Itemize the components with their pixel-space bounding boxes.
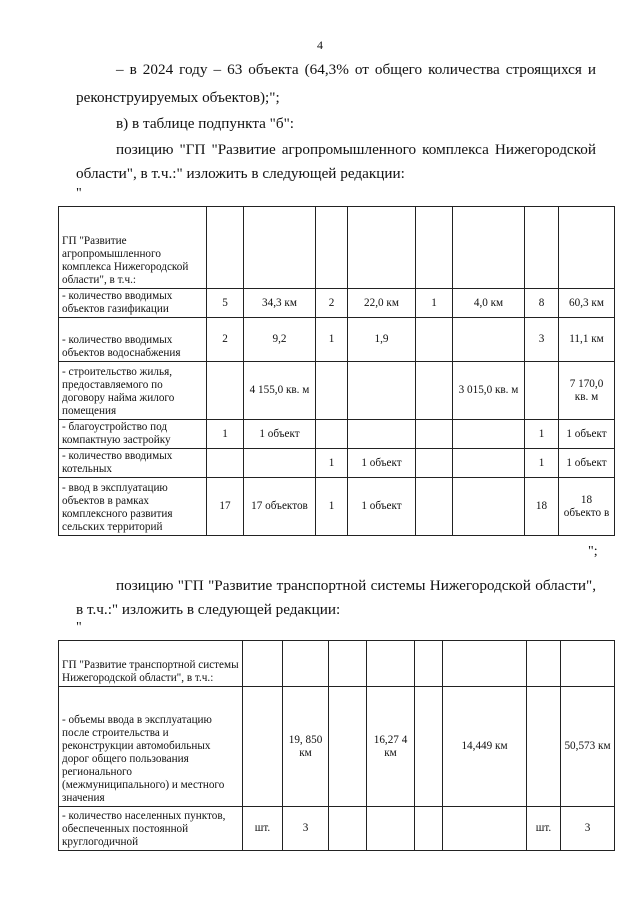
cell bbox=[416, 478, 453, 536]
section2-line-1: позицию "ГП "Развитие транспортной системы Нижегородской области", bbox=[116, 577, 596, 594]
page-number: 4 bbox=[317, 38, 323, 52]
cell: 60,3 км bbox=[559, 289, 615, 318]
section2-line-2: в т.ч.:" изложить в следующей редакции: bbox=[76, 601, 341, 618]
cell: 18 bbox=[525, 478, 559, 536]
cell bbox=[415, 807, 443, 851]
intro-line-4: позицию "ГП "Развитие агропромышленного комплекса Нижегородской bbox=[116, 141, 596, 158]
cell: 14,449 км bbox=[443, 687, 527, 807]
cell bbox=[416, 420, 453, 449]
table-row bbox=[59, 807, 615, 851]
cell: 1 объект bbox=[244, 420, 316, 449]
intro-line-1: – в 2024 году – 63 объекта (64,3% от общего количества строящихся и bbox=[116, 61, 596, 78]
table-row bbox=[59, 318, 615, 362]
row-label: - количество вводимых объектов газификации bbox=[59, 289, 207, 318]
cell: 1 объект bbox=[348, 449, 416, 478]
cell bbox=[316, 362, 348, 420]
cell: 3 015,0 кв. м bbox=[453, 362, 525, 420]
row-label: - ввод в эксплуатацию объектов в рамках комплексного развития сельских территорий bbox=[59, 478, 207, 536]
agro-table bbox=[58, 206, 615, 536]
row-label: - строительство жилья, предоставляемого по договору найма жилого помещения bbox=[59, 362, 207, 420]
cell: 16,27 4 км bbox=[367, 687, 415, 807]
intro-line-2: реконструируемых объектов);"; bbox=[76, 89, 280, 106]
cell: 1,9 bbox=[348, 318, 416, 362]
cell bbox=[416, 449, 453, 478]
cell: 1 bbox=[525, 449, 559, 478]
cell bbox=[348, 362, 416, 420]
cell: 34,3 км bbox=[244, 289, 316, 318]
row-label: - количество населенных пунктов, обеспеченных постоянной круглогодичной bbox=[59, 807, 243, 851]
row-label: - количество вводимых котельных bbox=[59, 449, 207, 478]
cell bbox=[525, 362, 559, 420]
table-row bbox=[59, 420, 615, 449]
row-label: - количество вводимых объектов водоснабжения bbox=[59, 318, 207, 362]
cell: 5 bbox=[207, 289, 244, 318]
cell: 1 bbox=[207, 420, 244, 449]
cell: 1 объект bbox=[348, 478, 416, 536]
table-row bbox=[59, 207, 615, 289]
cell bbox=[244, 449, 316, 478]
cell bbox=[453, 449, 525, 478]
cell bbox=[367, 807, 415, 851]
table-row bbox=[59, 641, 615, 687]
cell bbox=[453, 420, 525, 449]
cell bbox=[329, 807, 367, 851]
cell bbox=[348, 420, 416, 449]
cell bbox=[207, 449, 244, 478]
cell: 17 объектов bbox=[244, 478, 316, 536]
cell bbox=[207, 362, 244, 420]
close-quote: "; bbox=[588, 544, 598, 559]
table-header-cell: ГП "Развитие агропромышленного комплекса Нижегородской области", в т.ч.: bbox=[59, 207, 207, 289]
cell: 9,2 bbox=[244, 318, 316, 362]
cell: 1 bbox=[416, 289, 453, 318]
transport-table bbox=[58, 640, 615, 851]
cell: 1 объект bbox=[559, 449, 615, 478]
open-quote-1: " bbox=[76, 186, 82, 201]
cell: шт. bbox=[527, 807, 561, 851]
cell: 3 bbox=[283, 807, 329, 851]
cell: 17 bbox=[207, 478, 244, 536]
cell bbox=[453, 318, 525, 362]
cell: 1 bbox=[316, 449, 348, 478]
table-row bbox=[59, 289, 615, 318]
cell bbox=[316, 420, 348, 449]
cell: 4 155,0 кв. м bbox=[244, 362, 316, 420]
cell: 1 bbox=[316, 478, 348, 536]
table-row bbox=[59, 687, 615, 807]
row-label: - объемы ввода в эксплуатацию после строительства и реконструкции автомобильных дорог общего пользования регионального (межмуниципального) и местного значения bbox=[59, 687, 243, 807]
cell: шт. bbox=[243, 807, 283, 851]
cell: 1 объект bbox=[559, 420, 615, 449]
table-row bbox=[59, 478, 615, 536]
cell: 19, 850 км bbox=[283, 687, 329, 807]
cell: 3 bbox=[561, 807, 615, 851]
cell: 22,0 км bbox=[348, 289, 416, 318]
row-label: - благоустройство под компактную застройку bbox=[59, 420, 207, 449]
cell: 8 bbox=[525, 289, 559, 318]
cell: 18 объекто в bbox=[559, 478, 615, 536]
cell bbox=[243, 687, 283, 807]
cell bbox=[329, 687, 367, 807]
intro-line-3: в) в таблице подпункта "б": bbox=[116, 115, 295, 132]
cell bbox=[416, 318, 453, 362]
cell: 2 bbox=[207, 318, 244, 362]
intro-line-5: области", в т.ч.:" изложить в следующей редакции: bbox=[76, 165, 405, 182]
cell: 7 170,0 кв. м bbox=[559, 362, 615, 420]
cell bbox=[453, 478, 525, 536]
cell bbox=[527, 687, 561, 807]
cell: 4,0 км bbox=[453, 289, 525, 318]
cell: 1 bbox=[525, 420, 559, 449]
table-header-cell: ГП "Развитие транспортной системы Нижегородской области", в т.ч.: bbox=[59, 641, 243, 687]
cell: 3 bbox=[525, 318, 559, 362]
table-row bbox=[59, 449, 615, 478]
cell: 11,1 км bbox=[559, 318, 615, 362]
cell bbox=[415, 687, 443, 807]
cell: 1 bbox=[316, 318, 348, 362]
cell: 2 bbox=[316, 289, 348, 318]
table-row bbox=[59, 362, 615, 420]
cell bbox=[416, 362, 453, 420]
cell bbox=[443, 807, 527, 851]
open-quote-2: " bbox=[76, 620, 82, 635]
cell: 50,573 км bbox=[561, 687, 615, 807]
